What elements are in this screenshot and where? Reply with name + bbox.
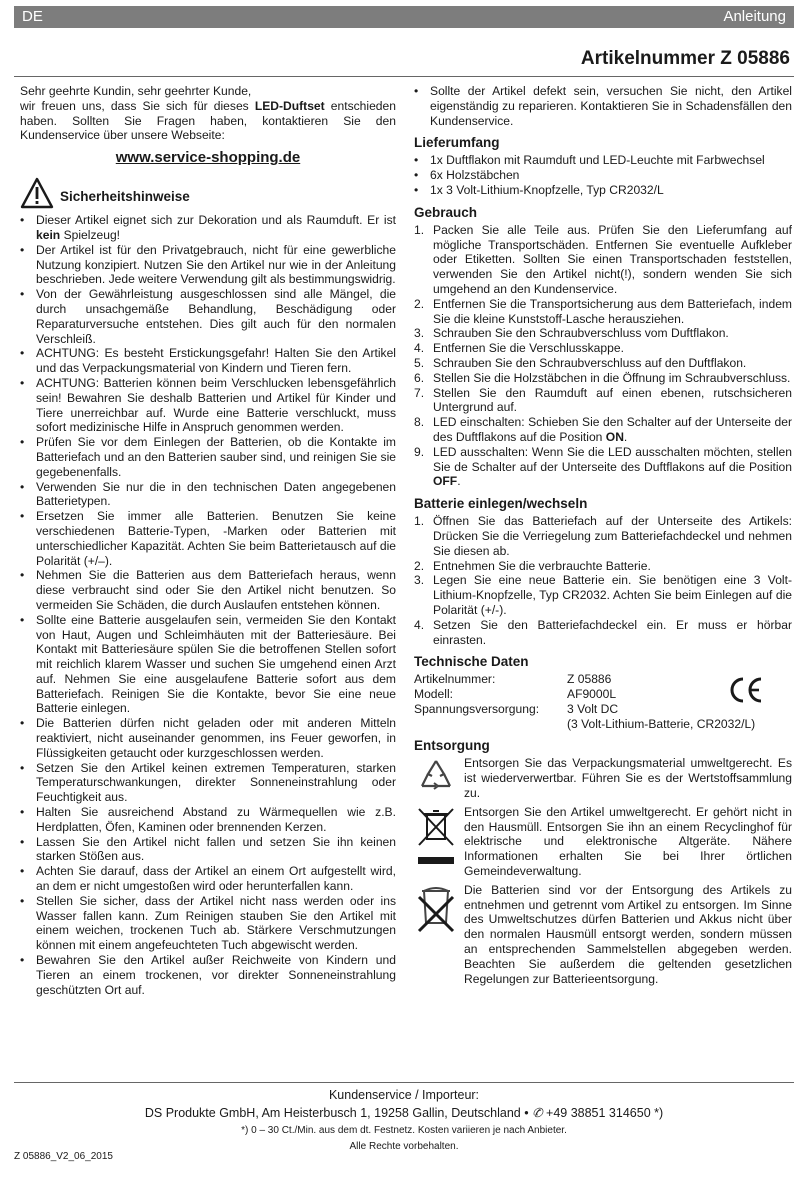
list-item: 8. LED einschalten: Schieben Sie den Schalter auf der Unterseite der des Duftflakons auf die Position ON.: [414, 415, 792, 444]
left-column: [20, 84, 396, 997]
list-item: • Nehmen Sie die Batterien aus dem Batteriefach heraus, wenn diese verbraucht sind oder Sie den Artikel nicht benutzen. So vermeiden Sie Schäden, die durch Auslaufen entstehen können.: [20, 568, 396, 612]
list-item: 4. Entfernen Sie die Verschlusskappe.: [414, 341, 624, 356]
usage-steps: [414, 223, 792, 489]
list-item: • Sollte eine Batterie ausgelaufen sein, vermeiden Sie den Kontakt von Haut, Augen und Schleimhäuten mit der Batteriesäure. Bei Kontakt mit Batteriesäure spülen Sie die betroffenen Stellen sofort mit reichlich klarem Wasser und suchen Sie umgehend einen Arzt auf. Nehmen Sie eine ausgelaufene Batterie sofort aus dem Batteriefach. Reinigen Sie die Kontakte, bevor Sie eine neue Batterie einlegen.: [20, 613, 396, 717]
table-row: Modell: AF9000L: [414, 687, 617, 702]
list-item: • Setzen Sie den Artikel keinen extremen Temperaturen, starken Temperaturschwankungen, direkter Sonneneinstrahlung oder Feuchtigkeit aus.: [20, 761, 396, 805]
safety-list-continued: [414, 84, 792, 128]
phone-icon: ✆: [532, 1105, 543, 1120]
list-item: • Von der Gewährleistung ausgeschlossen sind alle Mängel, die durch unsachgemäße Behandlung, Beschädigung oder Reparaturversuche entstehen. Dies gilt auch für den normalen Verschleiß.: [20, 287, 396, 346]
footer-address: DS Produkte GmbH, Am Heisterbusch 1, 19258 Gallin, Deutschland • ✆ +49 38851 314650 *): [144, 1105, 664, 1120]
scope-heading: Lieferumfang: [414, 135, 500, 151]
list-item: • Dieser Artikel eignet sich zur Dekoration und als Raumduft. Er ist kein Spielzeug!: [20, 213, 396, 243]
battery-steps: [414, 514, 792, 647]
list-item: 9. LED ausschalten: Wenn Sie die LED ausschalten möchten, stellen Sie de Schalter auf der Unterseite des Duftflakons auf die Position OFF.: [414, 444, 792, 489]
table-row: Artikelnummer: Z 05886: [414, 672, 612, 687]
list-item: • Prüfen Sie vor dem Einlegen der Batterien, ob die Kontakte im Batteriefach und an den Batterien sauber sind, und reinigen Sie sie gegebenenfalls.: [20, 435, 396, 479]
footer-cost-note: *) 0 – 30 Ct./Min. aus dem dt. Festnetz. Kosten variieren je nach Anbieter.: [241, 1125, 567, 1136]
document-type-label: Anleitung: [723, 8, 786, 25]
footer-rights: Alle Rechte vorbehalten.: [349, 1141, 459, 1152]
list-item: • Stellen Sie sicher, dass der Artikel nicht nass werden oder ins Wasser fallen kann. Zum Reinigen stauben Sie den Artikel mit einem weichen, trockenen Tuch ab. Stärkere Verschmutzungen können mit einem angefeuchteten Tuch abgewischt werden.: [20, 894, 396, 953]
list-item: 1. Packen Sie alle Teile aus. Prüfen Sie den Lieferumfang auf mögliche Transportschäden. Entfernen Sie eventuelle Aufkleber oder Etiketten. Sollten Sie einen Transportschaden feststellen, verwenden Sie den Artikel nicht(!), sondern wenden Sie sich umgehend an den Kundenservice.: [414, 222, 792, 296]
document-code: Z 05886_V2_06_2015: [14, 1151, 113, 1162]
ce-mark-icon: [728, 676, 764, 704]
tech-heading: Technische Daten: [414, 654, 529, 670]
list-item: • 1x Duftflakon mit Raumduft und LED-Leuchte mit Farbwechsel: [414, 153, 792, 168]
list-item: 4. Setzen Sie den Batteriefachdeckel ein. Er muss er hörbar einrasten.: [414, 617, 792, 647]
tech-table: [414, 672, 792, 731]
list-item: • Sollte der Artikel defekt sein, versuchen Sie nicht, den Artikel eigenständig zu reparieren. Kontaktieren Sie in Schadensfällen den Kundenservice.: [414, 84, 792, 128]
page-title: Artikelnummer Z 05886: [580, 48, 790, 69]
list-item: 3. Schrauben Sie den Schraubverschluss vom Duftflakon.: [414, 326, 729, 341]
list-item: • Bewahren Sie den Artikel außer Reichweite von Kindern und Tieren an einem trockenen, vor direkter Sonneneinstrahlung geschützten Ort auf.: [20, 953, 396, 997]
list-item: 7. Stellen Sie den Raumduft auf einen ebenen, rutschsicheren Untergrund auf.: [414, 385, 792, 415]
list-item: • Die Batterien dürfen nicht geladen oder mit anderen Mitteln reaktiviert, nicht auseinander genommen, ins Feuer geworfen, in Flüssigkeiten getaucht oder kurzgeschlossen werden.: [20, 716, 396, 760]
greeting: Sehr geehrte Kundin, sehr geehrter Kunde,: [20, 84, 252, 98]
title-divider: [14, 76, 794, 77]
disposal-article: [414, 805, 792, 879]
crossed-bin-icon: [414, 805, 458, 875]
list-item: 2. Entnehmen Sie die verbrauchte Batterie.: [414, 558, 651, 573]
battery-bin-icon: [414, 883, 458, 943]
recycling-icon: [414, 756, 458, 796]
list-item: 3. Legen Sie eine neue Batterie ein. Sie benötigen eine 3 Volt-Lithium-Knopfzelle, Typ CR2032. Achten Sie beim Einlegen auf die Polarität (+/-).: [414, 573, 792, 617]
scope-list: [414, 153, 792, 197]
battery-heading: Batterie einlegen/wechseln: [414, 496, 588, 512]
list-item: • Verwenden Sie nur die in den technischen Daten angegebenen Batterietypen.: [20, 480, 396, 510]
product-name: LED-Duftset: [254, 98, 325, 113]
table-row: (3 Volt-Lithium-Batterie, CR2032/L): [567, 716, 756, 731]
disposal-heading: Entsorgung: [414, 738, 490, 754]
usage-heading: Gebrauch: [414, 204, 478, 220]
list-item: • Der Artikel ist für den Privatgebrauch, nicht für eine gewerbliche Nutzung konzipiert. Nutzen Sie den Artikel nur wie in der Anleitung beschrieben. Jede weitere Verwendung gilt als bestimmungswidrig.: [20, 243, 396, 287]
language-label: DE: [22, 8, 43, 25]
right-column: [414, 84, 792, 990]
list-item: 2. Entfernen Sie die Transportsicherung aus dem Batteriefach, indem Sie die kleine Kunststoff-Lasche herausziehen.: [414, 296, 792, 326]
disposal-batteries: [414, 883, 792, 987]
disposal-packaging: [414, 756, 792, 800]
footer-divider: [14, 1082, 794, 1083]
list-item: • Ersetzen Sie immer alle Batterien. Benutzen Sie keine verschiedenen Batterie-Typen, -Marken oder Batterien mit unterschiedlicher Kapazität. Achten Sie beim Batterietausch auf die Polarität (+/–).: [20, 509, 396, 568]
table-row: Spannungsversorgung: 3 Volt DC: [414, 701, 619, 716]
footer-service-label: Kundenservice / Importeur:: [328, 1088, 480, 1102]
battery-disposal-text: Die Batterien sind vor der Entsorgung des Artikels zu entnehmen und getrennt vom Artikel zu entsorgen. Im Sinne des Umweltschutzes dürfen Batterien und Akkus nicht über den normalen Hausmüll entsorgt werden, sondern müssen an entsprechenden Sammelstellen abgegeben werden. Beachten Sie außerdem die geltenden gesetzlichen Regelungen zur Batterieentsorgung.: [464, 882, 792, 986]
website-link[interactable]: www.service-shopping.de: [115, 149, 301, 167]
list-item: • Halten Sie ausreichend Abstand zu Wärmequellen wie z.B. Herdplatten, Öfen, Kaminen oder brennenden Kerzen.: [20, 805, 396, 835]
intro-text: wir freuen uns, dass Sie sich für dieses LED-Duftset entschieden haben. Sollten Sie Fragen haben, kontaktieren Sie den Kundenservice über unsere Webseite:: [20, 98, 396, 143]
header-bar: [14, 6, 794, 28]
warning-triangle-icon: [20, 177, 54, 209]
safety-list: [20, 213, 396, 997]
list-item: 5. Schrauben Sie den Schraubverschluss auf den Duftflakon.: [414, 355, 747, 370]
list-item: • ACHTUNG: Batterien können beim Verschlucken lebensgefährlich sein! Bewahren Sie deshalb Batterien und Artikel für Kinder und Tiere unerreichbar auf. Wurde eine Batterie verschluckt, muss sofort medizinische Hilfe in Anspruch genommen werden.: [20, 376, 396, 435]
safety-heading: Sicherheitshinweise: [20, 177, 396, 211]
list-item: • Achten Sie darauf, dass der Artikel an einem Ort aufgestellt wird, an dem er nicht umgestoßen wird oder herunterfallen kann.: [20, 864, 396, 894]
list-item: • 1x 3 Volt-Lithium-Knopfzelle, Typ CR2032/L: [414, 183, 792, 198]
list-item: • ACHTUNG: Es besteht Erstickungsgefahr! Halten Sie den Artikel und das Verpackungsmaterial von Kindern und Tieren fern.: [20, 346, 396, 376]
list-item: 1. Öffnen Sie das Batteriefach auf der Unterseite des Artikels: Drücken Sie die Verriegelung zum Batteriefachdeckel und nehmen Sie diesen ab.: [414, 514, 792, 558]
article-disposal-text: Entsorgen Sie den Artikel umweltgerecht. Er gehört nicht in den Hausmüll. Entsorgen Sie ihn an einem Recyclinghof für elektrische und elektronische Altgeräte. Nähere Informationen erhalten Sie bei Ihrer örtlichen Gemeindeverwaltung.: [464, 804, 792, 879]
list-item: • Lassen Sie den Artikel nicht fallen und setzen Sie ihn keinen starken Stößen aus.: [20, 835, 396, 865]
packaging-disposal-text: Entsorgen Sie das Verpackungsmaterial umweltgerecht. Es ist wiederverwertbar. Führen Sie es der Wertstoffsammlung zu.: [464, 756, 792, 801]
list-item: 6. Stellen Sie die Holzstäbchen in die Öffnung im Schraubverschluss.: [414, 370, 791, 385]
list-item: • 6x Holzstäbchen: [414, 168, 792, 183]
